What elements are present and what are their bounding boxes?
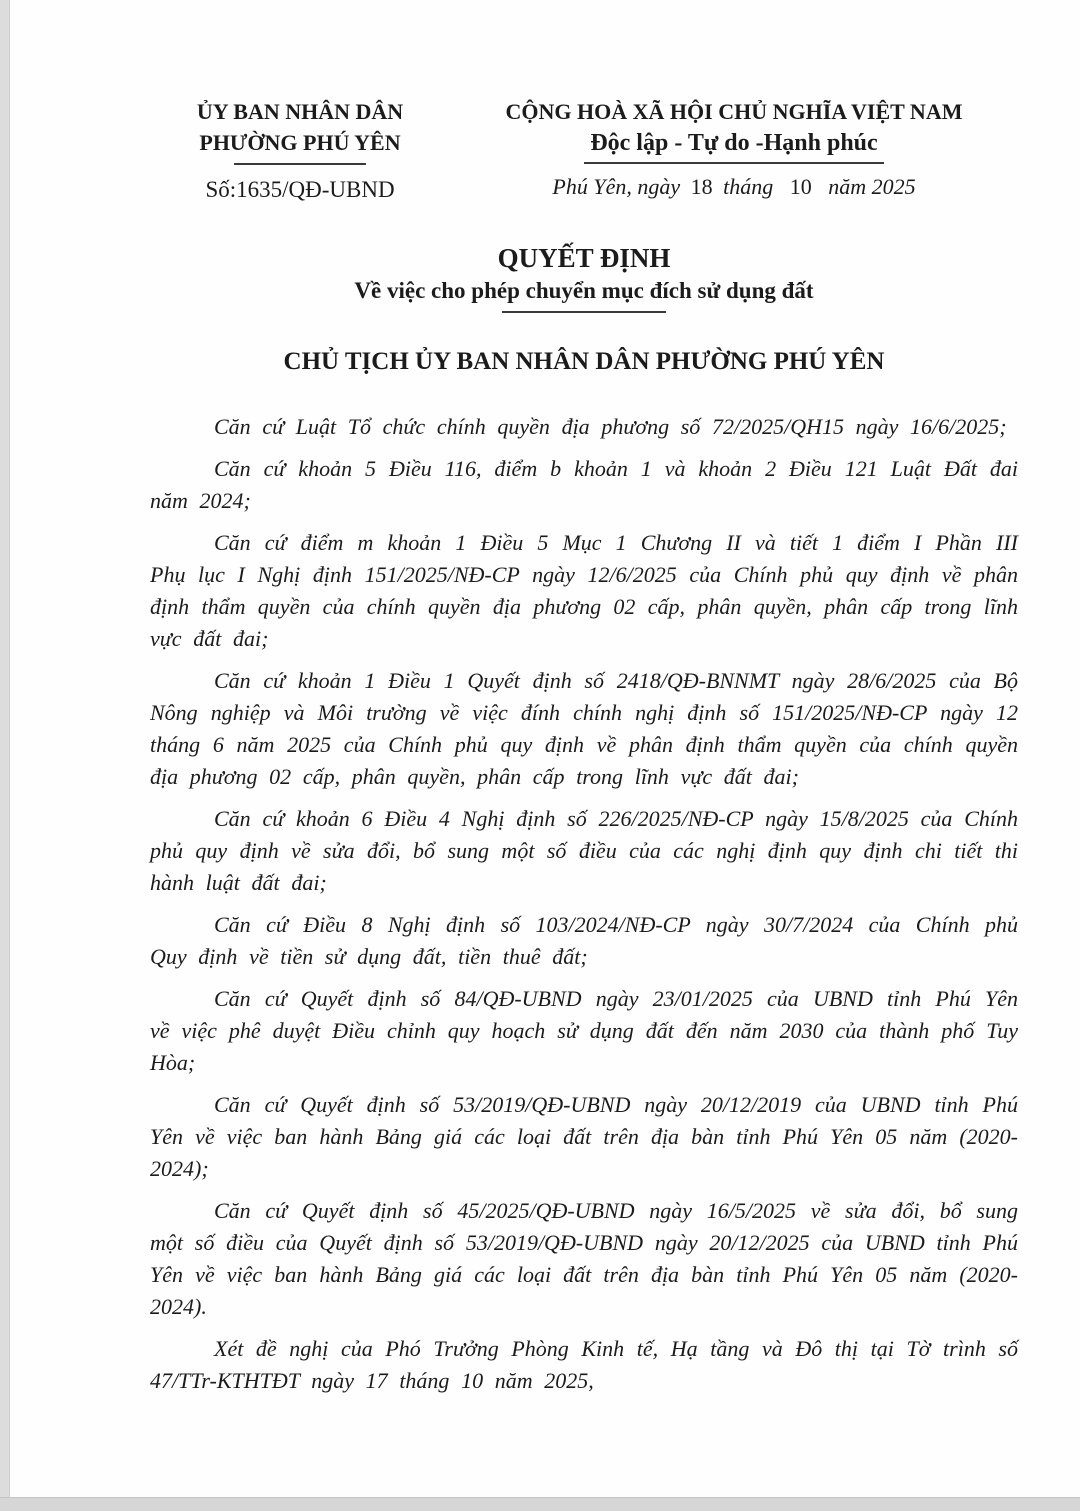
document-number: Số:1635/QĐ-UBND (205, 177, 395, 202)
legal-basis-paragraph: Căn cứ điểm m khoản 1 Điều 5 Mục 1 Chương II và tiết 1 điểm I Phần III Phụ lục I Nghị định 151/2025/NĐ-CP ngày 12/6/2025 của Chính phủ quy định về phân định thẩm quyền của chính quyền địa phương 02 cấp, phân quyền, phân cấp trong lĩnh vực đất đai; (150, 530, 1018, 651)
legal-basis-paragraph: Căn cứ khoản 6 Điều 4 Nghị định số 226/2025/NĐ-CP ngày 15/8/2025 của Chính phủ quy định về sửa đổi, bổ sung một số điều của các nghị định quy định chi tiết thi hành luật đất đai; (150, 806, 1018, 895)
legal-basis-paragraph: Căn cứ Điều 8 Nghị định số 103/2024/NĐ-CP ngày 30/7/2024 của Chính phủ Quy định về tiền sử dụng đất, tiền thuê đất; (150, 912, 1018, 969)
issuing-authority-underline (234, 163, 366, 165)
date-year: 2025 (871, 174, 916, 199)
decision-heading: QUYẾT ĐỊNH (497, 243, 671, 273)
document-content (150, 96, 1018, 1407)
place-date-line (450, 174, 1018, 200)
issuing-authority-line2: PHƯỜNG PHÚ YÊN (199, 130, 401, 155)
decision-subject-underline (502, 311, 666, 313)
legal-basis-paragraph: Căn cứ Quyết định số 53/2019/QĐ-UBND ngày 20/12/2019 của UBND tỉnh Phú Yên về việc ban hành Bảng giá các loại đất trên địa bàn tỉnh Phú Yên 05 năm (2020-2024); (150, 1092, 1018, 1181)
issuer-heading: CHỦ TỊCH ỦY BAN NHÂN DÂN PHƯỜNG PHÚ YÊN (283, 348, 885, 375)
national-motto-block (450, 96, 1018, 200)
decision-subject: Về việc cho phép chuyển mục đích sử dụng đất (354, 278, 814, 303)
legal-basis-paragraph: Căn cứ Quyết định số 45/2025/QĐ-UBND ngày 16/5/2025 về sửa đổi, bổ sung một số điều của Quyết định số 53/2019/QĐ-UBND ngày 20/12/2025 của UBND tỉnh Phú Yên về việc ban hành Bảng giá các loại đất trên địa bàn tỉnh Phú Yên 05 năm (2020-2024). (150, 1198, 1018, 1319)
date-suffix: năm (828, 174, 867, 199)
legal-basis-paragraph: Căn cứ Quyết định số 84/QĐ-UBND ngày 23/01/2025 của UBND tỉnh Phú Yên về việc phê duyệt Điều chỉnh quy hoạch sử dụng đất đến năm 2030 của thành phố Tuy Hòa; (150, 986, 1018, 1075)
page-bottom-edge (0, 1497, 1080, 1511)
legal-basis-paragraph: Căn cứ Luật Tổ chức chính quyền địa phương số 72/2025/QH15 ngày 16/6/2025; (214, 414, 1007, 439)
date-prefix: Phú Yên, ngày (552, 174, 681, 199)
national-title: CỘNG HOÀ XÃ HỘI CHỦ NGHĨA VIỆT NAM (505, 99, 963, 124)
proposal-paragraph: Xét đề nghị của Phó Trưởng Phòng Kinh tế, Hạ tầng và Đô thị tại Tờ trình số 47/TTr-KTHTĐT ngày 17 tháng 10 năm 2025, (150, 1336, 1018, 1393)
document-header (150, 96, 1018, 203)
issuing-authority-line1: ỦY BAN NHÂN DÂN (196, 99, 404, 124)
page-left-edge (0, 0, 10, 1511)
legal-basis-paragraph: Căn cứ khoản 1 Điều 1 Quyết định số 2418/QĐ-BNNMT ngày 28/6/2025 của Bộ Nông nghiệp và Môi trường về việc đính chính nghị định số 151/2025/NĐ-CP ngày 12 tháng 6 năm 2025 của Chính phủ quy định về phân định thẩm quyền của chính quyền địa phương 02 cấp, phân quyền, phân cấp trong lĩnh vực đất đai; (150, 668, 1018, 789)
date-middle: tháng (723, 174, 774, 199)
issuing-authority-block (150, 96, 450, 203)
date-day: 18 (690, 174, 713, 199)
legal-basis-paragraph: Căn cứ khoản 5 Điều 116, điểm b khoản 1 và khoản 2 Điều 121 Luật Đất đai năm 2024; (150, 456, 1018, 513)
title-block (150, 243, 1018, 377)
date-month: 10 (789, 174, 812, 199)
document-body (150, 411, 1018, 1397)
national-motto: Độc lập - Tự do -Hạnh phúc (584, 127, 883, 164)
